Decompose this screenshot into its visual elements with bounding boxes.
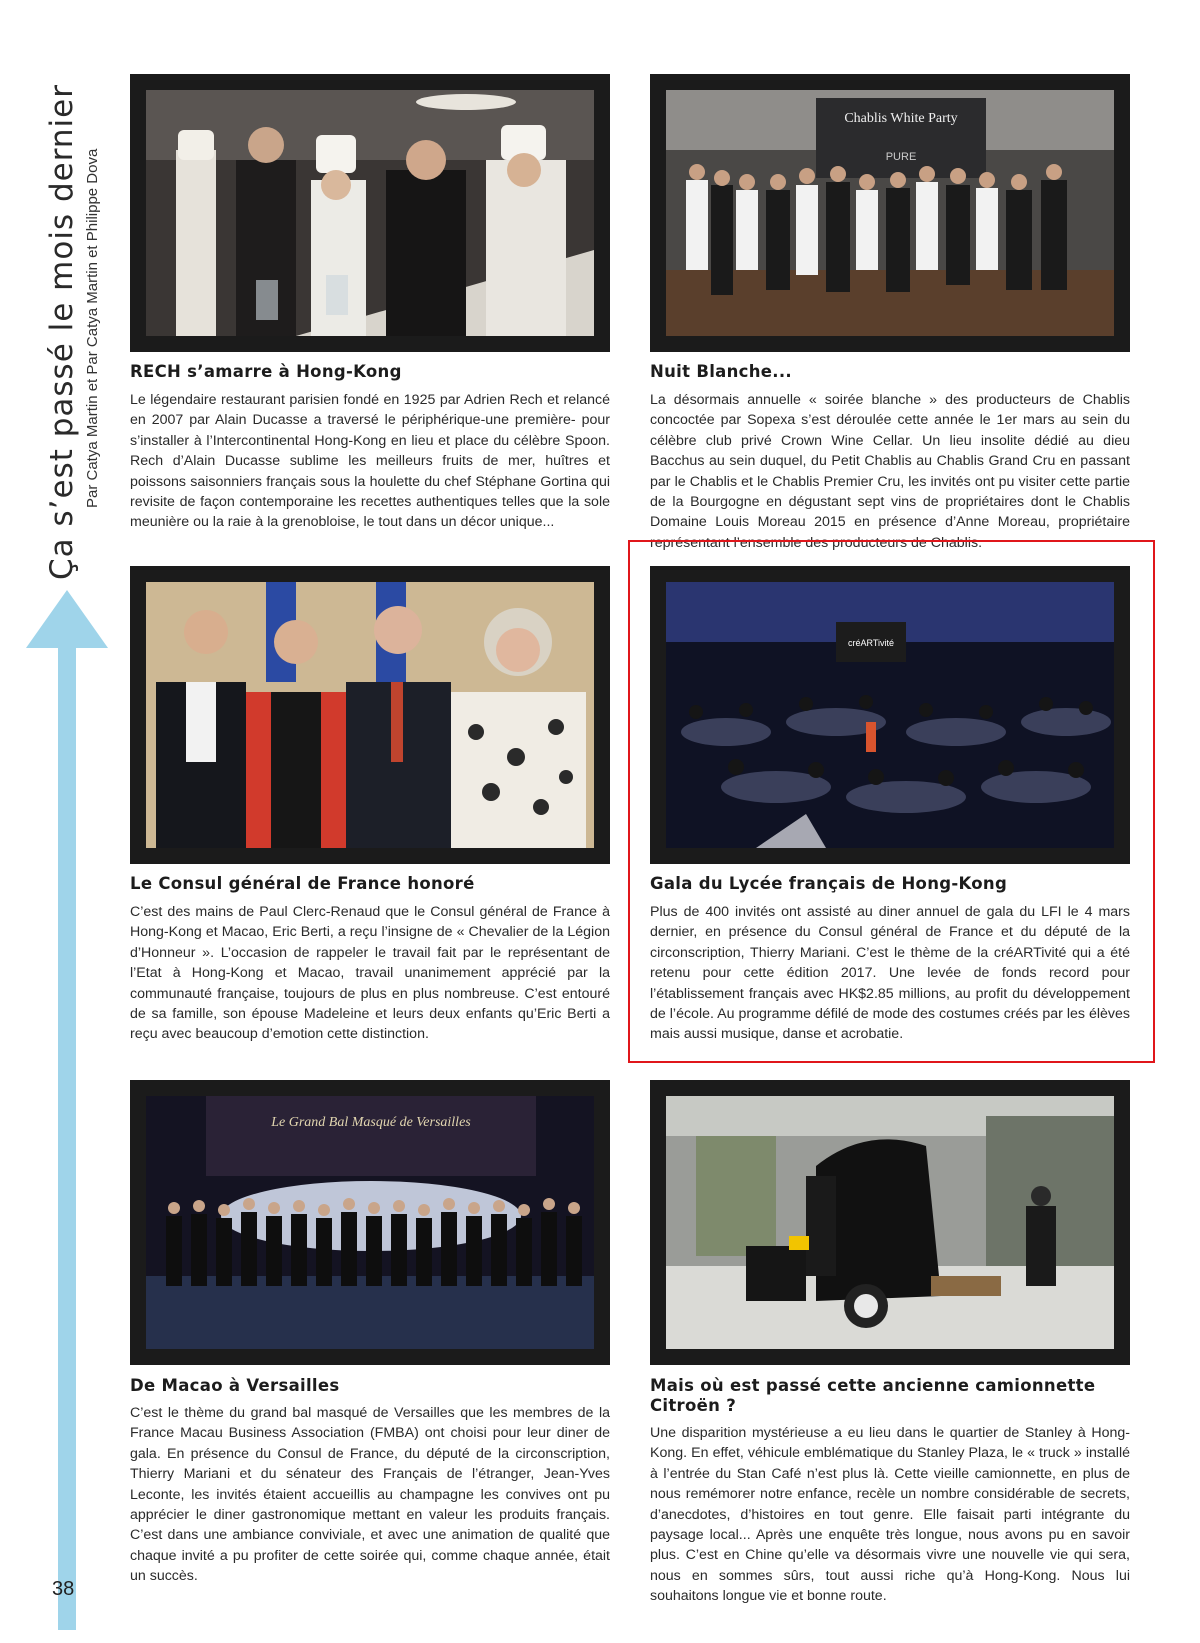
- article-title: Mais où est passé cette ancienne camionnette Citroën ?: [650, 1376, 1096, 1415]
- article-title: Le Consul général de France honoré: [130, 874, 475, 893]
- article-body: Plus de 400 invités ont assisté au diner annuel de gala du LFI le 4 mars dernier, en présence du Consul général de France et du député de la circonscription, Thierry Mariani. C’est le thème de la créARTivité qui a été retenu pour cette édition 2017. Une levée de fonds record pour l’établissement français avec HK$2.85 millions, au profit du développement de l’école. Au programme défilé de mode des costumes créés par les élèves mais aussi musique, danse et acrobatie.: [650, 904, 1130, 1043]
- article-title: RECH s’amarre à Hong-Kong: [130, 362, 402, 381]
- photo-lfi-gala: [650, 566, 1130, 864]
- photo-sign-text: PURE: [885, 151, 917, 163]
- page-number: 38: [52, 1578, 75, 1600]
- article-body: La désormais annuelle « soirée blanche » des producteurs de Chablis concoctée par Sopexa s’est déroulée cette année le 1er mars au sein du célèbre club privé Crown Wine Cellar. Un lieu insolite dédié au dieu Bacchus au sein duquel, du Petit Chablis au Chablis Grand Cru en passant par le Chablis et le Chablis Premier Cru, les invités ont pu visiter cette partie de la Bourgogne en dégustant sept vins de propriétaires dont le Chablis Domaine Louis Moreau 2015 en présence d’Anne Moreau, propriétaire représentant l’ensemble des producteurs de Chablis.: [650, 392, 1130, 551]
- article-title: Gala du Lycée français de Hong-Kong: [650, 874, 1008, 893]
- arrow-shaft: [58, 640, 76, 1630]
- byline: Par Catya Martin et Par Catya Martin et Philippe Dova: [84, 148, 101, 508]
- photo-consul-honored: [130, 566, 610, 864]
- article-body: Une disparition mystérieuse a eu lieu dans le quartier de Stanley à Hong-Kong. En effet, véhicule emblématique du Stanley Plaza, le « truck » installé à l’entrée du Stan Café n’est plus là. Cette vieille camionnette, en plus de nous remémorer notre enfance, recèle un nombre considérable de secrets, d’anecdotes, d’histoires en tout genre. Elle faisait parti intégrante du paysage local... Après une enquête très longue, nous avons pu en savoir plus. C’est en Chine qu’elle va désormais vivre une nouvelle vie qui sera, nous en sommes sûrs, tout aussi riche qu’à Hong-Kong. Nous lui souhaitons longue vie et bonne route.: [650, 1425, 1130, 1605]
- photo-chablis-party: [650, 74, 1130, 352]
- photo-macao-versailles: [130, 1080, 610, 1365]
- article-title: De Macao à Versailles: [130, 1376, 340, 1395]
- photo-banner-text: Le Grand Bal Masqué de Versailles: [271, 1115, 471, 1130]
- article-body: C’est des mains de Paul Clerc-Renaud que le Consul général de France à Hong-Kong et Macao, Eric Berti, a reçu l’insigne de « Chevalier de la Légion d’Honneur ». L’occasion de rappeler le travail fait par le représentant de l’Etat à Hong-Kong et Macao, travail unanimement apprécié par la communauté française, toujours de plus en plus nombreuse. C’est entouré de sa famille, son épouse Madeleine et leurs deux enfants qu’Eric Berti a reçu avec beaucoup d’emotion cette distinction.: [130, 904, 610, 1043]
- section-title: Ça s’est passé le mois dernier: [44, 84, 80, 580]
- photo-rech-chefs: [130, 74, 610, 352]
- article-body: Le légendaire restaurant parisien fondé en 1925 par Adrien Rech et relancé en 2007 par Alain Ducasse a traversé le périphérique-une première- pour s’installer à l’Intercontinental Hong-Kong en lieu et place du célèbre Spoon. Rech d’Alain Ducasse sublime les meilleurs fruits de mer, huîtres et poissons saisonniers français sous la houlette du chef Stéphane Gortina qui revisite de façon contemporaine les recettes authentiques telles que la sole meunière ou la raie à la grenobloise, le tout dans un décor unique...: [130, 392, 610, 531]
- side-header: [40, 60, 100, 580]
- article-title: Nuit Blanche...: [650, 362, 792, 381]
- photo-citroen-truck: [650, 1080, 1130, 1365]
- photo-screen-text: créARTivité: [847, 638, 895, 648]
- article-body: C’est le thème du grand bal masqué de Versailles que les membres de la France Macau Business Association (FMBA) ont choisi pour leur diner de gala. En présence du Consul de France, du député de la circonscription, Thierry Mariani et du sénateur des Français de l’étranger, Jean-Yves Leconte, les invités étaient accueillis au champagne les convives ont pu apprécier le diner gastronomique mettant en valeur les produits français. C’est dans une ambiance conviviale, et avec une animation de qualité que chaque invité a pu profiter de cette soirée qui, comme chaque année, était un succès.: [130, 1405, 610, 1585]
- photo-sign-title: Chablis White Party: [844, 111, 958, 126]
